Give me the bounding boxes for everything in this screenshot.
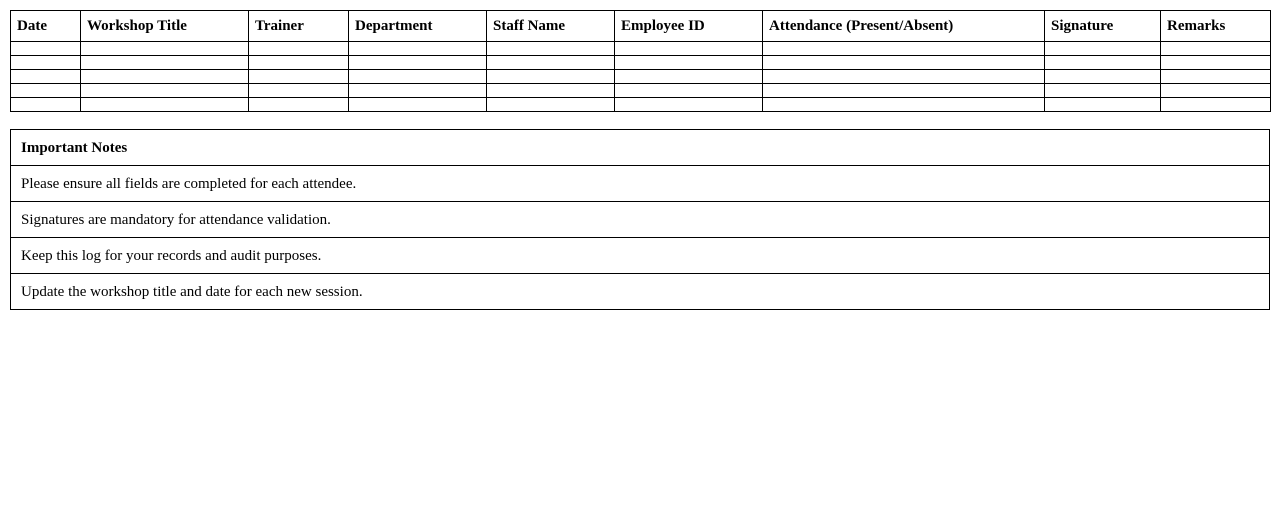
important-notes-table <box>10 129 1270 310</box>
note-item-3: Keep this log for your records and audit purposes. <box>11 238 1270 274</box>
cell-signature[interactable] <box>1045 70 1161 84</box>
cell-trainer[interactable] <box>249 42 349 56</box>
list-item <box>11 166 1270 202</box>
cell-department[interactable] <box>349 42 487 56</box>
cell-employee-id[interactable] <box>615 84 763 98</box>
table-row <box>11 70 1271 84</box>
cell-staff-name[interactable] <box>487 56 615 70</box>
column-header-signature: Signature <box>1045 11 1161 42</box>
list-item <box>11 238 1270 274</box>
cell-date[interactable] <box>11 84 81 98</box>
cell-staff-name[interactable] <box>487 42 615 56</box>
cell-staff-name[interactable] <box>487 70 615 84</box>
cell-workshop-title[interactable] <box>81 84 249 98</box>
list-item <box>11 202 1270 238</box>
cell-date[interactable] <box>11 70 81 84</box>
cell-attendance[interactable] <box>763 98 1045 112</box>
cell-signature[interactable] <box>1045 56 1161 70</box>
cell-remarks[interactable] <box>1161 70 1271 84</box>
cell-date[interactable] <box>11 56 81 70</box>
column-header-date: Date <box>11 11 81 42</box>
cell-attendance[interactable] <box>763 70 1045 84</box>
column-header-attendance: Attendance (Present/Absent) <box>763 11 1045 42</box>
cell-workshop-title[interactable] <box>81 56 249 70</box>
cell-employee-id[interactable] <box>615 70 763 84</box>
cell-remarks[interactable] <box>1161 84 1271 98</box>
cell-staff-name[interactable] <box>487 98 615 112</box>
cell-department[interactable] <box>349 84 487 98</box>
cell-workshop-title[interactable] <box>81 98 249 112</box>
table-row <box>11 56 1271 70</box>
cell-trainer[interactable] <box>249 84 349 98</box>
cell-date[interactable] <box>11 42 81 56</box>
cell-date[interactable] <box>11 98 81 112</box>
column-header-department: Department <box>349 11 487 42</box>
cell-remarks[interactable] <box>1161 42 1271 56</box>
cell-employee-id[interactable] <box>615 42 763 56</box>
notes-title: Important Notes <box>11 130 1270 166</box>
cell-signature[interactable] <box>1045 98 1161 112</box>
column-header-staff-name: Staff Name <box>487 11 615 42</box>
cell-signature[interactable] <box>1045 84 1161 98</box>
table-row <box>11 84 1271 98</box>
cell-trainer[interactable] <box>249 56 349 70</box>
cell-department[interactable] <box>349 70 487 84</box>
column-header-remarks: Remarks <box>1161 11 1271 42</box>
cell-remarks[interactable] <box>1161 98 1271 112</box>
cell-workshop-title[interactable] <box>81 42 249 56</box>
cell-department[interactable] <box>349 98 487 112</box>
note-item-1: Please ensure all fields are completed for each attendee. <box>11 166 1270 202</box>
note-item-2: Signatures are mandatory for attendance validation. <box>11 202 1270 238</box>
cell-attendance[interactable] <box>763 56 1045 70</box>
notes-title-row <box>11 130 1270 166</box>
attendance-header-row <box>11 11 1271 42</box>
attendance-log-table <box>10 10 1271 112</box>
note-item-4: Update the workshop title and date for each new session. <box>11 274 1270 310</box>
column-header-employee-id: Employee ID <box>615 11 763 42</box>
column-header-trainer: Trainer <box>249 11 349 42</box>
cell-remarks[interactable] <box>1161 56 1271 70</box>
cell-trainer[interactable] <box>249 98 349 112</box>
cell-staff-name[interactable] <box>487 84 615 98</box>
cell-trainer[interactable] <box>249 70 349 84</box>
cell-employee-id[interactable] <box>615 56 763 70</box>
list-item <box>11 274 1270 310</box>
table-row <box>11 42 1271 56</box>
cell-signature[interactable] <box>1045 42 1161 56</box>
cell-workshop-title[interactable] <box>81 70 249 84</box>
cell-attendance[interactable] <box>763 42 1045 56</box>
column-header-workshop-title: Workshop Title <box>81 11 249 42</box>
cell-department[interactable] <box>349 56 487 70</box>
cell-attendance[interactable] <box>763 84 1045 98</box>
table-row <box>11 98 1271 112</box>
cell-employee-id[interactable] <box>615 98 763 112</box>
document-page <box>0 10 1278 511</box>
